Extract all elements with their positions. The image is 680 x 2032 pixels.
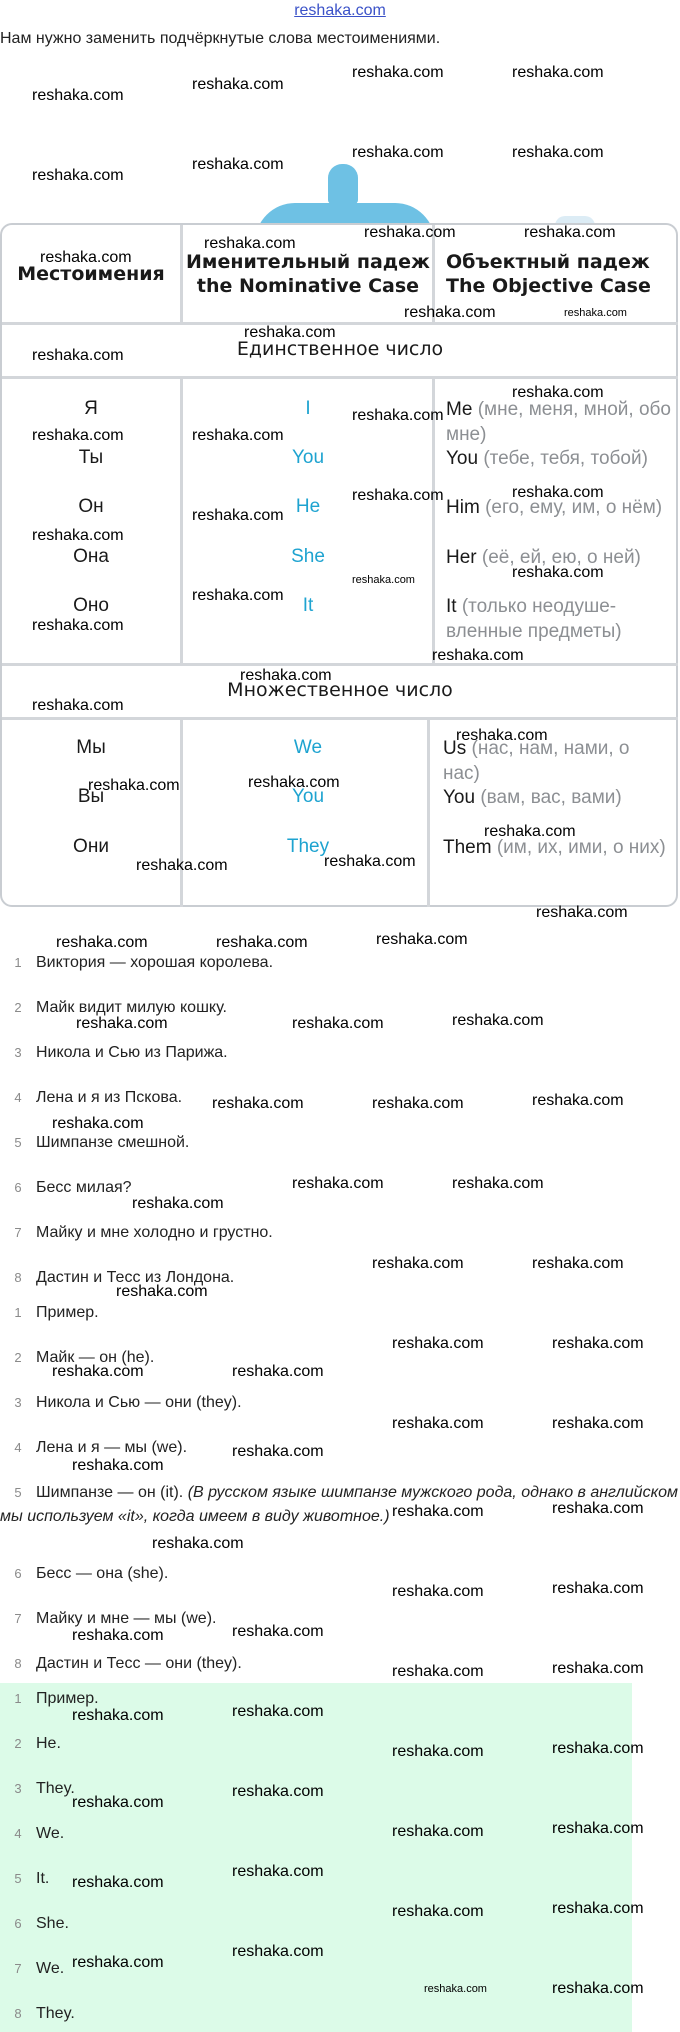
pronoun-ru: Я	[84, 398, 98, 419]
watermark: reshaka.com	[216, 934, 308, 951]
watermark: reshaka.com	[372, 1255, 464, 1272]
explanation-note: (В русском языке шимпанзе мужского рода, однако в английском мы используем «it», когда имеем в виду животное.)	[0, 1484, 678, 1525]
list-item: 2 Майк видит милую кошку.	[14, 999, 227, 1016]
pronoun-nominative: It	[302, 595, 314, 616]
watermark: reshaka.com	[564, 307, 627, 319]
watermark: reshaka.com	[76, 1015, 168, 1032]
watermark: reshaka.com	[532, 1255, 624, 1272]
watermark: reshaka.com	[352, 407, 444, 424]
watermark: reshaka.com	[352, 144, 444, 161]
watermark: reshaka.com	[32, 87, 124, 104]
pronoun-nominative: She	[291, 546, 325, 567]
watermark: reshaka.com	[232, 1623, 324, 1640]
list-item: 6 Бесс милая?	[14, 1179, 132, 1196]
pronoun-ru: Оно	[73, 595, 109, 616]
pronoun-objective: You (вам, вас, вами)	[443, 787, 622, 808]
objective-title-en: The Objective Case	[446, 275, 651, 297]
watermark: reshaka.com	[452, 1012, 544, 1029]
pronoun-ru: Он	[78, 496, 104, 517]
watermark: reshaka.com	[192, 507, 284, 524]
watermark: reshaka.com	[552, 1660, 644, 1677]
watermark: reshaka.com	[392, 1663, 484, 1680]
watermark: reshaka.com	[232, 1363, 324, 1380]
col-header-objective	[446, 250, 671, 298]
pronoun-ru: Мы	[76, 737, 106, 758]
watermark: reshaka.com	[404, 304, 496, 321]
pronoun-objective: It (только неодуше-вленные предметы)	[446, 596, 622, 642]
intro-text: Нам нужно заменить подчёркнутые слова местоимениями.	[0, 30, 441, 47]
pronoun-ru: Ты	[78, 447, 104, 468]
watermark: reshaka.com	[72, 1794, 164, 1811]
pronoun-objective: Him (его, ему, им, о нём)	[446, 497, 663, 518]
watermark: reshaka.com	[552, 1900, 644, 1917]
watermark: reshaka.com	[324, 853, 416, 870]
watermark: reshaka.com	[232, 1943, 324, 1960]
pronoun-nominative: He	[295, 496, 321, 517]
answer-item: 5 It.	[14, 1870, 50, 1887]
list-item: 7 Майку и мне холодно и грустно.	[14, 1224, 273, 1241]
pronoun-objective: Me (мне, меня, мной, обо мне)	[446, 399, 671, 445]
watermark: reshaka.com	[152, 1535, 244, 1552]
watermark: reshaka.com	[392, 1743, 484, 1760]
watermark: reshaka.com	[364, 224, 456, 241]
watermark: reshaka.com	[552, 1580, 644, 1597]
answer-item: 6 She.	[14, 1915, 69, 1932]
watermark: reshaka.com	[392, 1583, 484, 1600]
watermark: reshaka.com	[248, 774, 340, 791]
list-item: 1 Виктория — хорошая королева.	[14, 954, 274, 971]
explanation-item: 4 Лена и я — мы (we).	[14, 1439, 188, 1456]
teapot-lid-shape	[328, 164, 358, 204]
watermark: reshaka.com	[512, 484, 604, 501]
watermark: reshaka.com	[536, 904, 628, 921]
pronoun-objective: Them (им, их, ими, о них)	[443, 837, 666, 858]
watermark: reshaka.com	[32, 527, 124, 544]
watermark: reshaka.com	[552, 1820, 644, 1837]
plural-section-title: Множественное число	[227, 679, 453, 701]
pronoun-nominative: I	[305, 398, 311, 419]
pronoun-objective: Us (нас, нам, нами, о нас)	[443, 738, 630, 784]
watermark: reshaka.com	[56, 934, 148, 951]
watermark: reshaka.com	[72, 1707, 164, 1724]
pronoun-nominative: You	[291, 447, 325, 468]
watermark: reshaka.com	[392, 1503, 484, 1520]
watermark: reshaka.com	[392, 1823, 484, 1840]
site-link[interactable]: reshaka.com	[294, 2, 386, 19]
watermark: reshaka.com	[232, 1443, 324, 1460]
answer-item: 8 They.	[14, 2005, 75, 2022]
table-divider	[2, 322, 678, 325]
explanation-item: 8 Дастин и Тесс — они (they).	[14, 1655, 242, 1672]
watermark: reshaka.com	[212, 1095, 304, 1112]
explanation-item: 1 Пример.	[14, 1304, 99, 1321]
watermark: reshaka.com	[392, 1415, 484, 1432]
watermark: reshaka.com	[352, 487, 444, 504]
pronoun-ru: Вы	[77, 786, 105, 807]
watermark: reshaka.com	[52, 1115, 144, 1132]
watermark: reshaka.com	[192, 76, 284, 93]
watermark: reshaka.com	[512, 64, 604, 81]
answers-panel	[0, 1683, 632, 2032]
table-divider	[2, 663, 678, 666]
watermark: reshaka.com	[452, 1175, 544, 1192]
watermark: reshaka.com	[352, 64, 444, 81]
explanation-item: 3 Никола и Сью — они (they).	[14, 1394, 242, 1411]
explanation-item: 2 Майк — он (he).	[14, 1349, 155, 1366]
watermark: reshaka.com	[132, 1195, 224, 1212]
pronoun-nominative: You	[291, 786, 325, 807]
watermark: reshaka.com	[432, 647, 524, 664]
watermark: reshaka.com	[192, 427, 284, 444]
pronoun-nominative: They	[286, 836, 330, 857]
watermark: reshaka.com	[88, 777, 180, 794]
watermark: reshaka.com	[72, 1874, 164, 1891]
watermark: reshaka.com	[512, 384, 604, 401]
watermark: reshaka.com	[352, 574, 415, 586]
watermark: reshaka.com	[136, 857, 228, 874]
watermark: reshaka.com	[116, 1283, 208, 1300]
table-divider	[2, 717, 678, 720]
watermark: reshaka.com	[232, 1703, 324, 1720]
watermark: reshaka.com	[552, 1980, 644, 1997]
watermark: reshaka.com	[232, 1863, 324, 1880]
watermark: reshaka.com	[72, 1954, 164, 1971]
watermark: reshaka.com	[552, 1500, 644, 1517]
watermark: reshaka.com	[32, 427, 124, 444]
watermark: reshaka.com	[552, 1740, 644, 1757]
watermark: reshaka.com	[72, 1457, 164, 1474]
pronoun-ru: Она	[73, 546, 109, 567]
answer-item: 4 We.	[14, 1825, 65, 1842]
watermark: reshaka.com	[32, 167, 124, 184]
watermark: reshaka.com	[552, 1415, 644, 1432]
watermark: reshaka.com	[32, 617, 124, 634]
explanation-item: 6 Бесс — она (she).	[14, 1565, 169, 1582]
table-divider	[2, 376, 678, 379]
watermark: reshaka.com	[552, 1335, 644, 1352]
watermark: reshaka.com	[232, 1783, 324, 1800]
answer-item: 2 He.	[14, 1735, 61, 1752]
nominative-title-en: the Nominative Case	[196, 275, 420, 297]
list-item: 3 Никола и Сью из Парижа.	[14, 1044, 228, 1061]
answer-item: 7 We.	[14, 1960, 65, 1977]
list-item: 4 Лена и я из Пскова.	[14, 1089, 183, 1106]
watermark: reshaka.com	[72, 1627, 164, 1644]
watermark: reshaka.com	[512, 144, 604, 161]
pronoun-objective: You (тебе, тебя, тобой)	[446, 448, 648, 469]
answer-item: 1 Пример.	[14, 1690, 99, 1707]
watermark: reshaka.com	[484, 823, 576, 840]
watermark: reshaka.com	[456, 727, 548, 744]
watermark: reshaka.com	[424, 1983, 487, 1995]
watermark: reshaka.com	[524, 224, 616, 241]
objective-title-ru: Объектный падеж	[446, 251, 650, 273]
watermark: reshaka.com	[52, 1363, 144, 1380]
watermark: reshaka.com	[204, 235, 296, 252]
pronoun-ru: Они	[73, 836, 109, 857]
pronoun-objective: Her (её, ей, ею, о ней)	[446, 547, 641, 568]
pronoun-nominative: We	[293, 737, 323, 758]
singular-section-title: Единственное число	[236, 338, 444, 360]
list-item: 8 Дастин и Тесс из Лондона.	[14, 1269, 235, 1286]
col-header-nominative	[182, 250, 434, 298]
watermark: reshaka.com	[532, 1092, 624, 1109]
answer-item: 3 They.	[14, 1780, 75, 1797]
watermark: reshaka.com	[376, 931, 468, 948]
watermark: reshaka.com	[32, 347, 124, 364]
watermark: reshaka.com	[192, 587, 284, 604]
watermark: reshaka.com	[32, 697, 124, 714]
watermark: reshaka.com	[392, 1335, 484, 1352]
explanation-item: 5 Шимпанзе — он (it). (В русском языке шимпанзе мужского рода, однако в английском мы используем «it», когда имеем в виду животное.)	[0, 1484, 678, 1525]
watermark: reshaka.com	[392, 1903, 484, 1920]
watermark: reshaka.com	[292, 1175, 384, 1192]
list-item: 5 Шимпанзе смешной.	[14, 1134, 190, 1151]
nominative-title-ru: Именительный падеж	[186, 251, 430, 273]
watermark: reshaka.com	[40, 249, 132, 266]
explanation-item: 7 Майку и мне — мы (we).	[14, 1610, 217, 1627]
watermark: reshaka.com	[372, 1095, 464, 1112]
watermark: reshaka.com	[192, 156, 284, 173]
watermark: reshaka.com	[240, 667, 332, 684]
col-header-pronouns: Местоимения	[17, 263, 165, 285]
watermark: reshaka.com	[512, 564, 604, 581]
watermark: reshaka.com	[244, 324, 336, 341]
watermark: reshaka.com	[292, 1015, 384, 1032]
